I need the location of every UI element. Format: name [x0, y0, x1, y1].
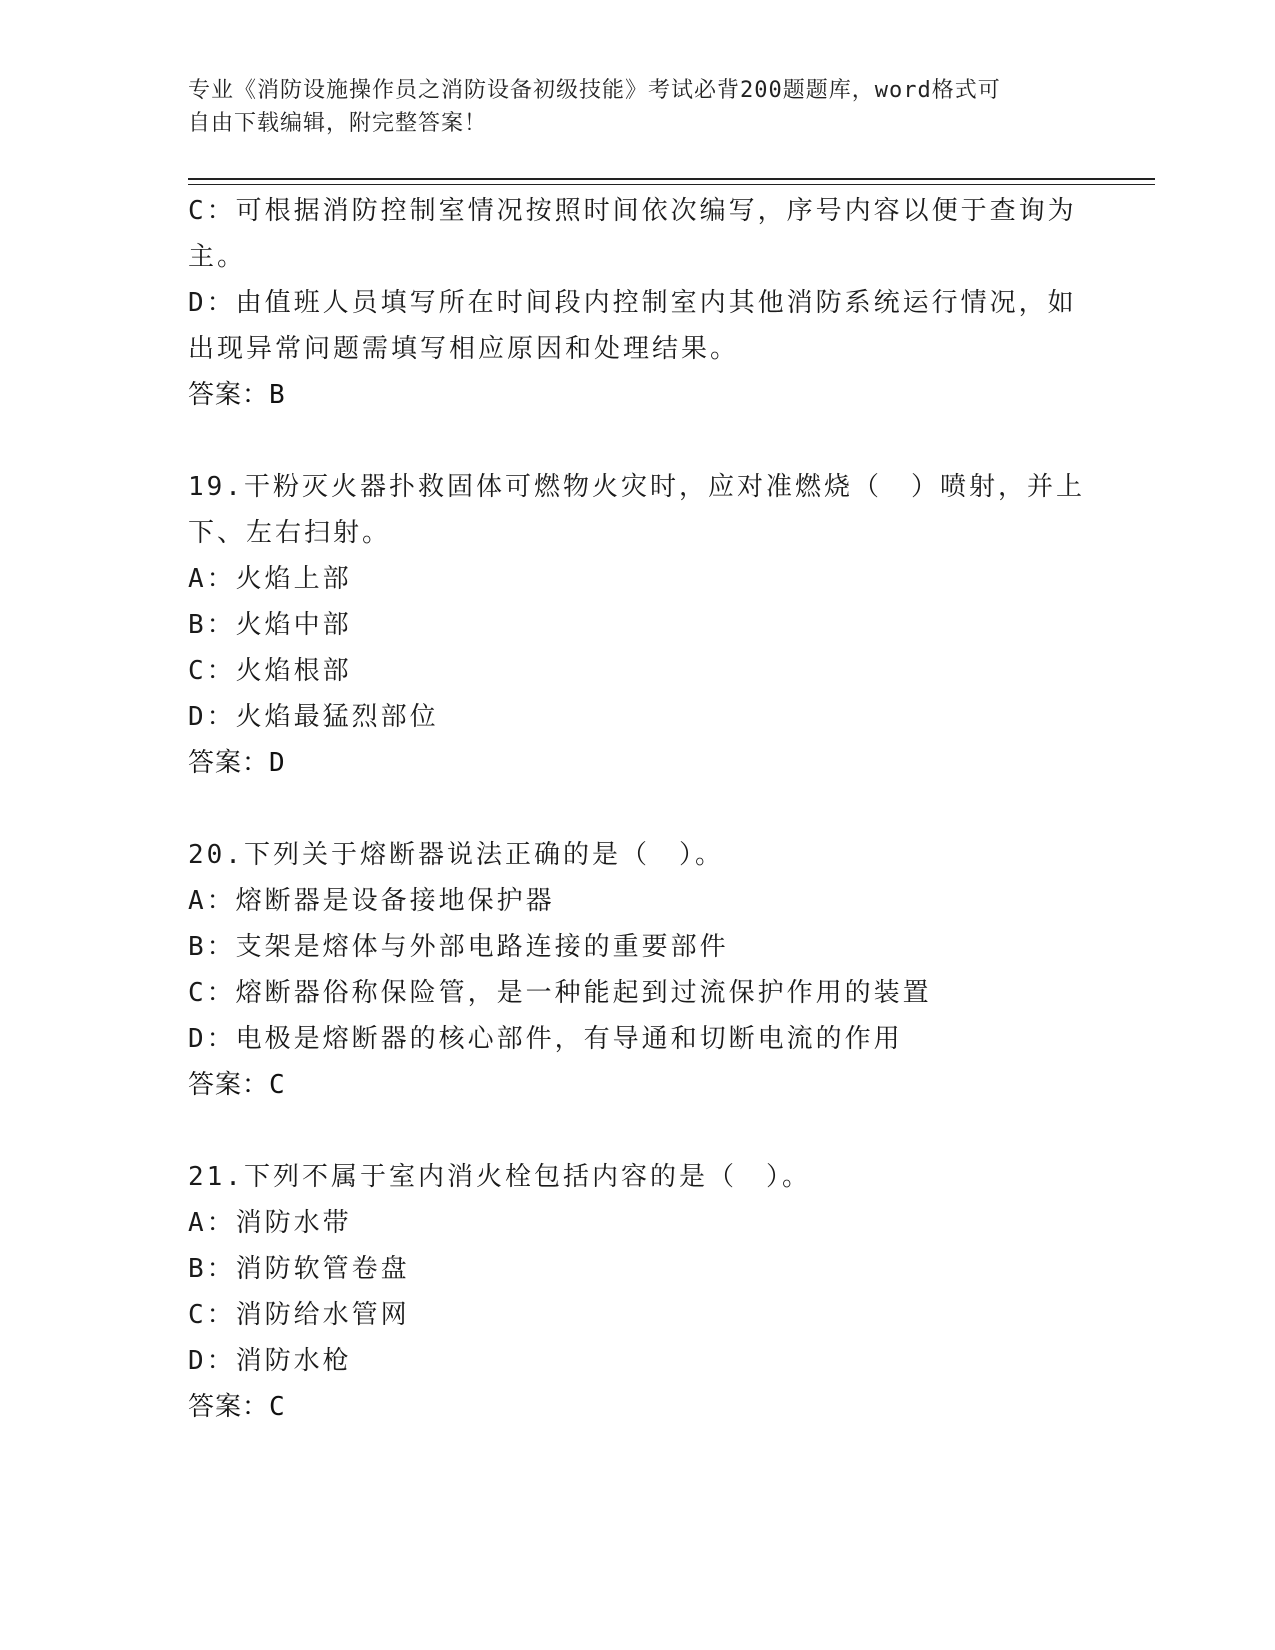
- option-c: C：火焰根部: [188, 656, 352, 686]
- answer-label: 答案：C: [188, 1070, 286, 1100]
- option-b: B：支架是熔体与外部电路连接的重要部件: [188, 932, 729, 962]
- answer-label: 答案：D: [188, 748, 286, 778]
- option-c-line-1: C：可根据消防控制室情况按照时间依次编写，序号内容以便于查询为: [188, 196, 1077, 226]
- option-d: D：火焰最猛烈部位: [188, 702, 439, 732]
- document-header: [188, 74, 1088, 140]
- spacer: [188, 418, 1088, 464]
- option-d-line-2: 出现异常问题需填写相应原因和处理结果。: [188, 334, 740, 364]
- question-21: [188, 1154, 1088, 1430]
- previous-question-continuation: [188, 188, 1088, 418]
- answer-label: 答案：B: [188, 380, 286, 410]
- option-d-line-1: D：由值班人员填写所在时间段内控制室内其他消防系统运行情况，如: [188, 288, 1077, 318]
- option-d: D：消防水枪: [188, 1346, 352, 1376]
- header-title-line-2: 自由下载编辑，附完整答案！: [188, 111, 488, 136]
- question-stem: 21.下列不属于室内消火栓包括内容的是（ ）。: [188, 1162, 811, 1192]
- option-c-line-2: 主。: [188, 242, 247, 272]
- option-a: A：消防水带: [188, 1208, 352, 1238]
- option-a: A：熔断器是设备接地保护器: [188, 886, 555, 916]
- option-b: B：火焰中部: [188, 610, 352, 640]
- option-c: C：消防给水管网: [188, 1300, 410, 1330]
- header-divider-thin: [188, 184, 1155, 185]
- spacer: [188, 1108, 1088, 1154]
- question-stem-line-1: 19.干粉灭火器扑救固体可燃物火灾时，应对准燃烧（ ）喷射，并上: [188, 472, 1085, 502]
- option-d: D：电极是熔断器的核心部件，有导通和切断电流的作用: [188, 1024, 903, 1054]
- header-title-line-1: 专业《消防设施操作员之消防设备初级技能》考试必背200题题库，word格式可: [188, 78, 1001, 103]
- answer-label: 答案：C: [188, 1392, 286, 1422]
- question-stem: 20.下列关于熔断器说法正确的是（ ）。: [188, 840, 724, 870]
- question-19: [188, 464, 1088, 786]
- question-stem-line-2: 下、左右扫射。: [188, 518, 392, 548]
- spacer: [188, 786, 1088, 832]
- option-a: A：火焰上部: [188, 564, 352, 594]
- option-b: B：消防软管卷盘: [188, 1254, 410, 1284]
- question-list: [188, 188, 1088, 1430]
- question-20: [188, 832, 1088, 1108]
- header-divider-thick: [188, 178, 1155, 180]
- option-c: C：熔断器俗称保险管，是一种能起到过流保护作用的装置: [188, 978, 932, 1008]
